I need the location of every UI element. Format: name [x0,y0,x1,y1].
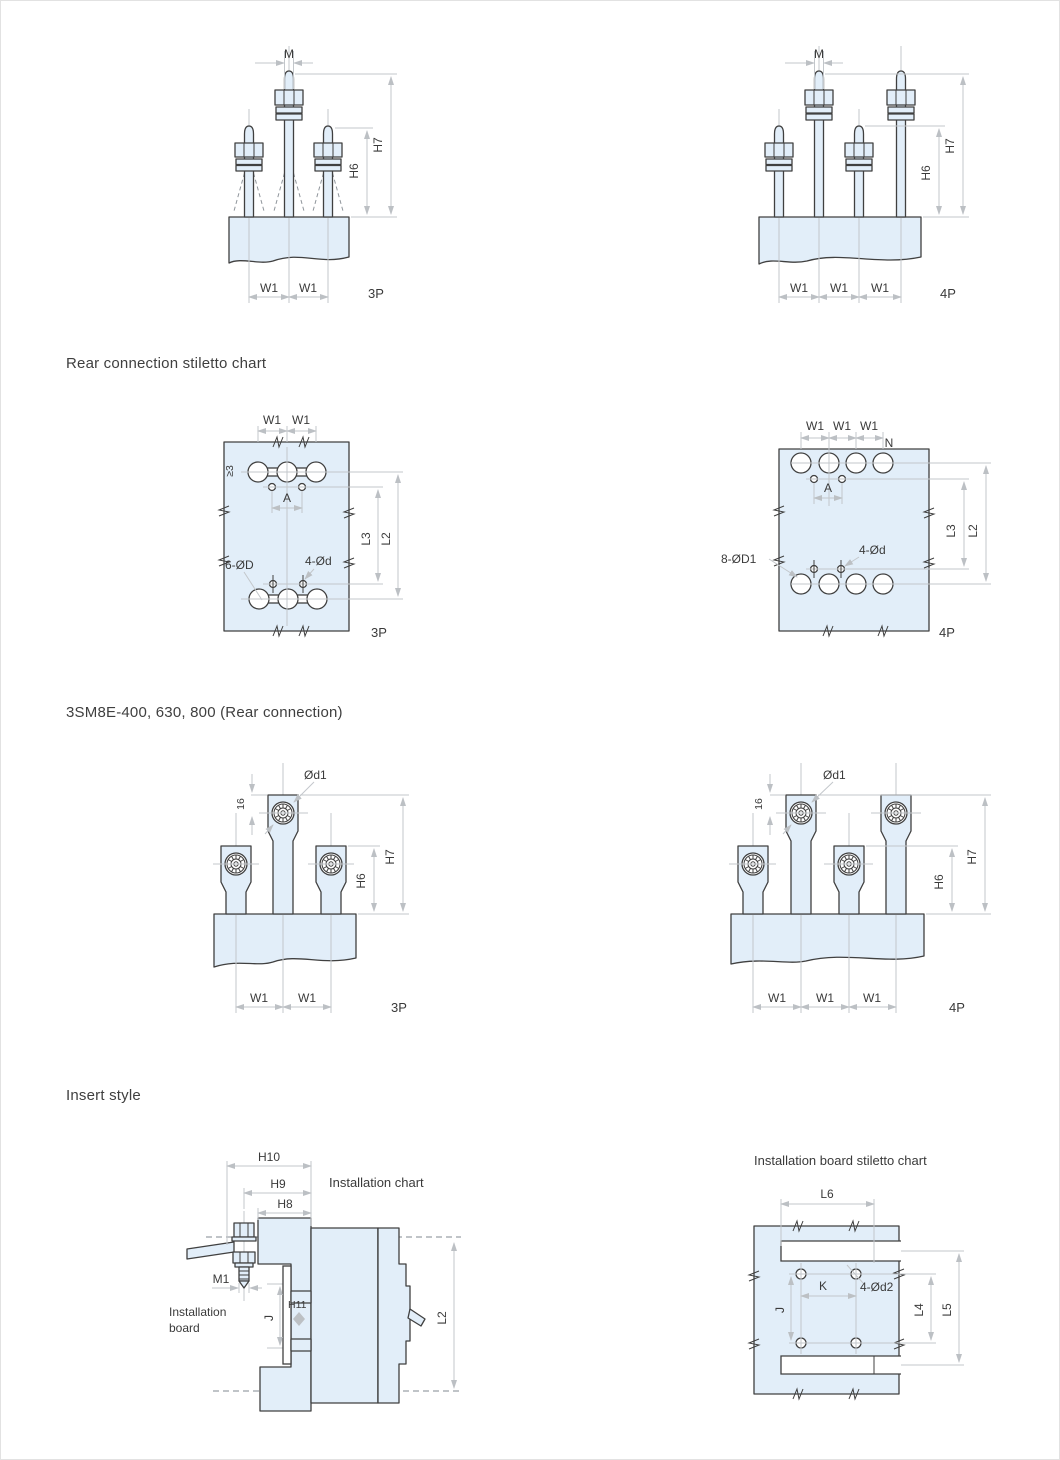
dim-label-w1: W1 [806,419,824,433]
diagram-stud-3p [229,46,397,303]
dim-label-a: A [823,481,833,495]
dim-label-l5: L5 [940,1303,954,1317]
dim-label-h8: H8 [277,1197,293,1211]
dim-label-j: J [262,1315,276,1321]
dim-label-h7: H7 [371,137,385,153]
dim-label-w1: W1 [830,281,848,295]
callout-od1: Ød1 [823,768,846,782]
dim-label-l2: L2 [435,1311,449,1325]
dim-label-w1: W1 [860,419,878,433]
dim-label-w1: W1 [263,413,281,427]
dim-label-h7: H7 [943,138,957,154]
dim-label-h6: H6 [919,165,933,181]
dim-label-l3: L3 [359,532,373,546]
diagram-board-stiletto [749,1187,964,1399]
callout-6-od: 6-ØD [225,558,254,572]
pole-label-4p: 4P [939,625,955,640]
dim-label-l3: L3 [944,524,958,538]
diagram-stiletto-3p [219,413,403,640]
dim-label-w1: W1 [768,991,786,1005]
dim-label-h7: H7 [965,849,979,865]
diagram-installation-side [187,1150,461,1411]
dim-label-w1: W1 [250,991,268,1005]
pole-label-3p: 3P [371,625,387,640]
dim-label-h6: H6 [347,163,361,179]
diagram-stiletto-4p [721,419,991,640]
dim-label-w1: W1 [863,991,881,1005]
installation-board-label-line2: board [169,1321,200,1335]
diagram-terminal-4p [729,763,991,1015]
heading-models-rear-connection: 3SM8E-400, 630, 800 (Rear connection) [66,704,343,721]
dim-label-w1: W1 [292,413,310,427]
dim-label-l2: L2 [966,524,980,538]
dim-label-j: J [773,1307,787,1313]
dim-label-m1: M1 [212,1272,230,1286]
callout-8-od1: 8-ØD1 [721,552,757,566]
dim-label-a: A [282,491,292,505]
callout-od1: Ød1 [304,768,327,782]
dim-label-16: 16 [753,798,765,810]
dim-label-w1: W1 [298,991,316,1005]
pole-label-4p: 4P [940,286,956,301]
dim-label-m: M [814,47,824,61]
dim-label-h6: H6 [932,874,946,890]
pole-label-3p: 3P [368,286,384,301]
heading-insert-style: Insert style [66,1087,141,1104]
pole-label-4p: 4P [949,1000,965,1015]
dim-label-l2: L2 [379,532,393,546]
dim-label-h6: H6 [354,873,368,889]
dim-label-w1: W1 [833,419,851,433]
dim-label-h11: H11 [288,1299,307,1311]
dim-label-h7: H7 [383,849,397,865]
dim-label-m: M [284,47,294,61]
dim-label-ge3: ≥3 [224,465,236,477]
dim-label-l4: L4 [912,1303,926,1317]
dim-label-w1: W1 [816,991,834,1005]
diagram-stud-4p [759,46,969,303]
dim-label-w1: W1 [871,281,889,295]
dim-label-h10: H10 [257,1150,281,1164]
dim-label-l6: L6 [820,1187,834,1201]
callout-4-od2: 4-Ød2 [860,1280,894,1294]
pole-label-3p: 3P [391,1000,407,1015]
dim-label-16: 16 [235,798,247,810]
subheading-installation-chart: Installation chart [329,1175,424,1190]
dim-label-k: K [818,1279,828,1293]
dim-label-h9: H9 [270,1177,286,1191]
diagram-terminal-3p [213,763,409,1015]
heading-rear-connection-stiletto: Rear connection stiletto chart [66,355,267,372]
callout-4-od: 4-Ød [305,554,332,568]
dim-label-w1: W1 [790,281,808,295]
diagrams-canvas [1,1,1060,1460]
dim-label-n: N [884,436,894,450]
dim-label-w1: W1 [299,281,317,295]
installation-board-label-line1: Installation [169,1305,227,1319]
dim-label-w1: W1 [260,281,278,295]
subheading-board-stiletto-chart: Installation board stiletto chart [754,1153,927,1168]
callout-4-od: 4-Ød [859,543,886,557]
